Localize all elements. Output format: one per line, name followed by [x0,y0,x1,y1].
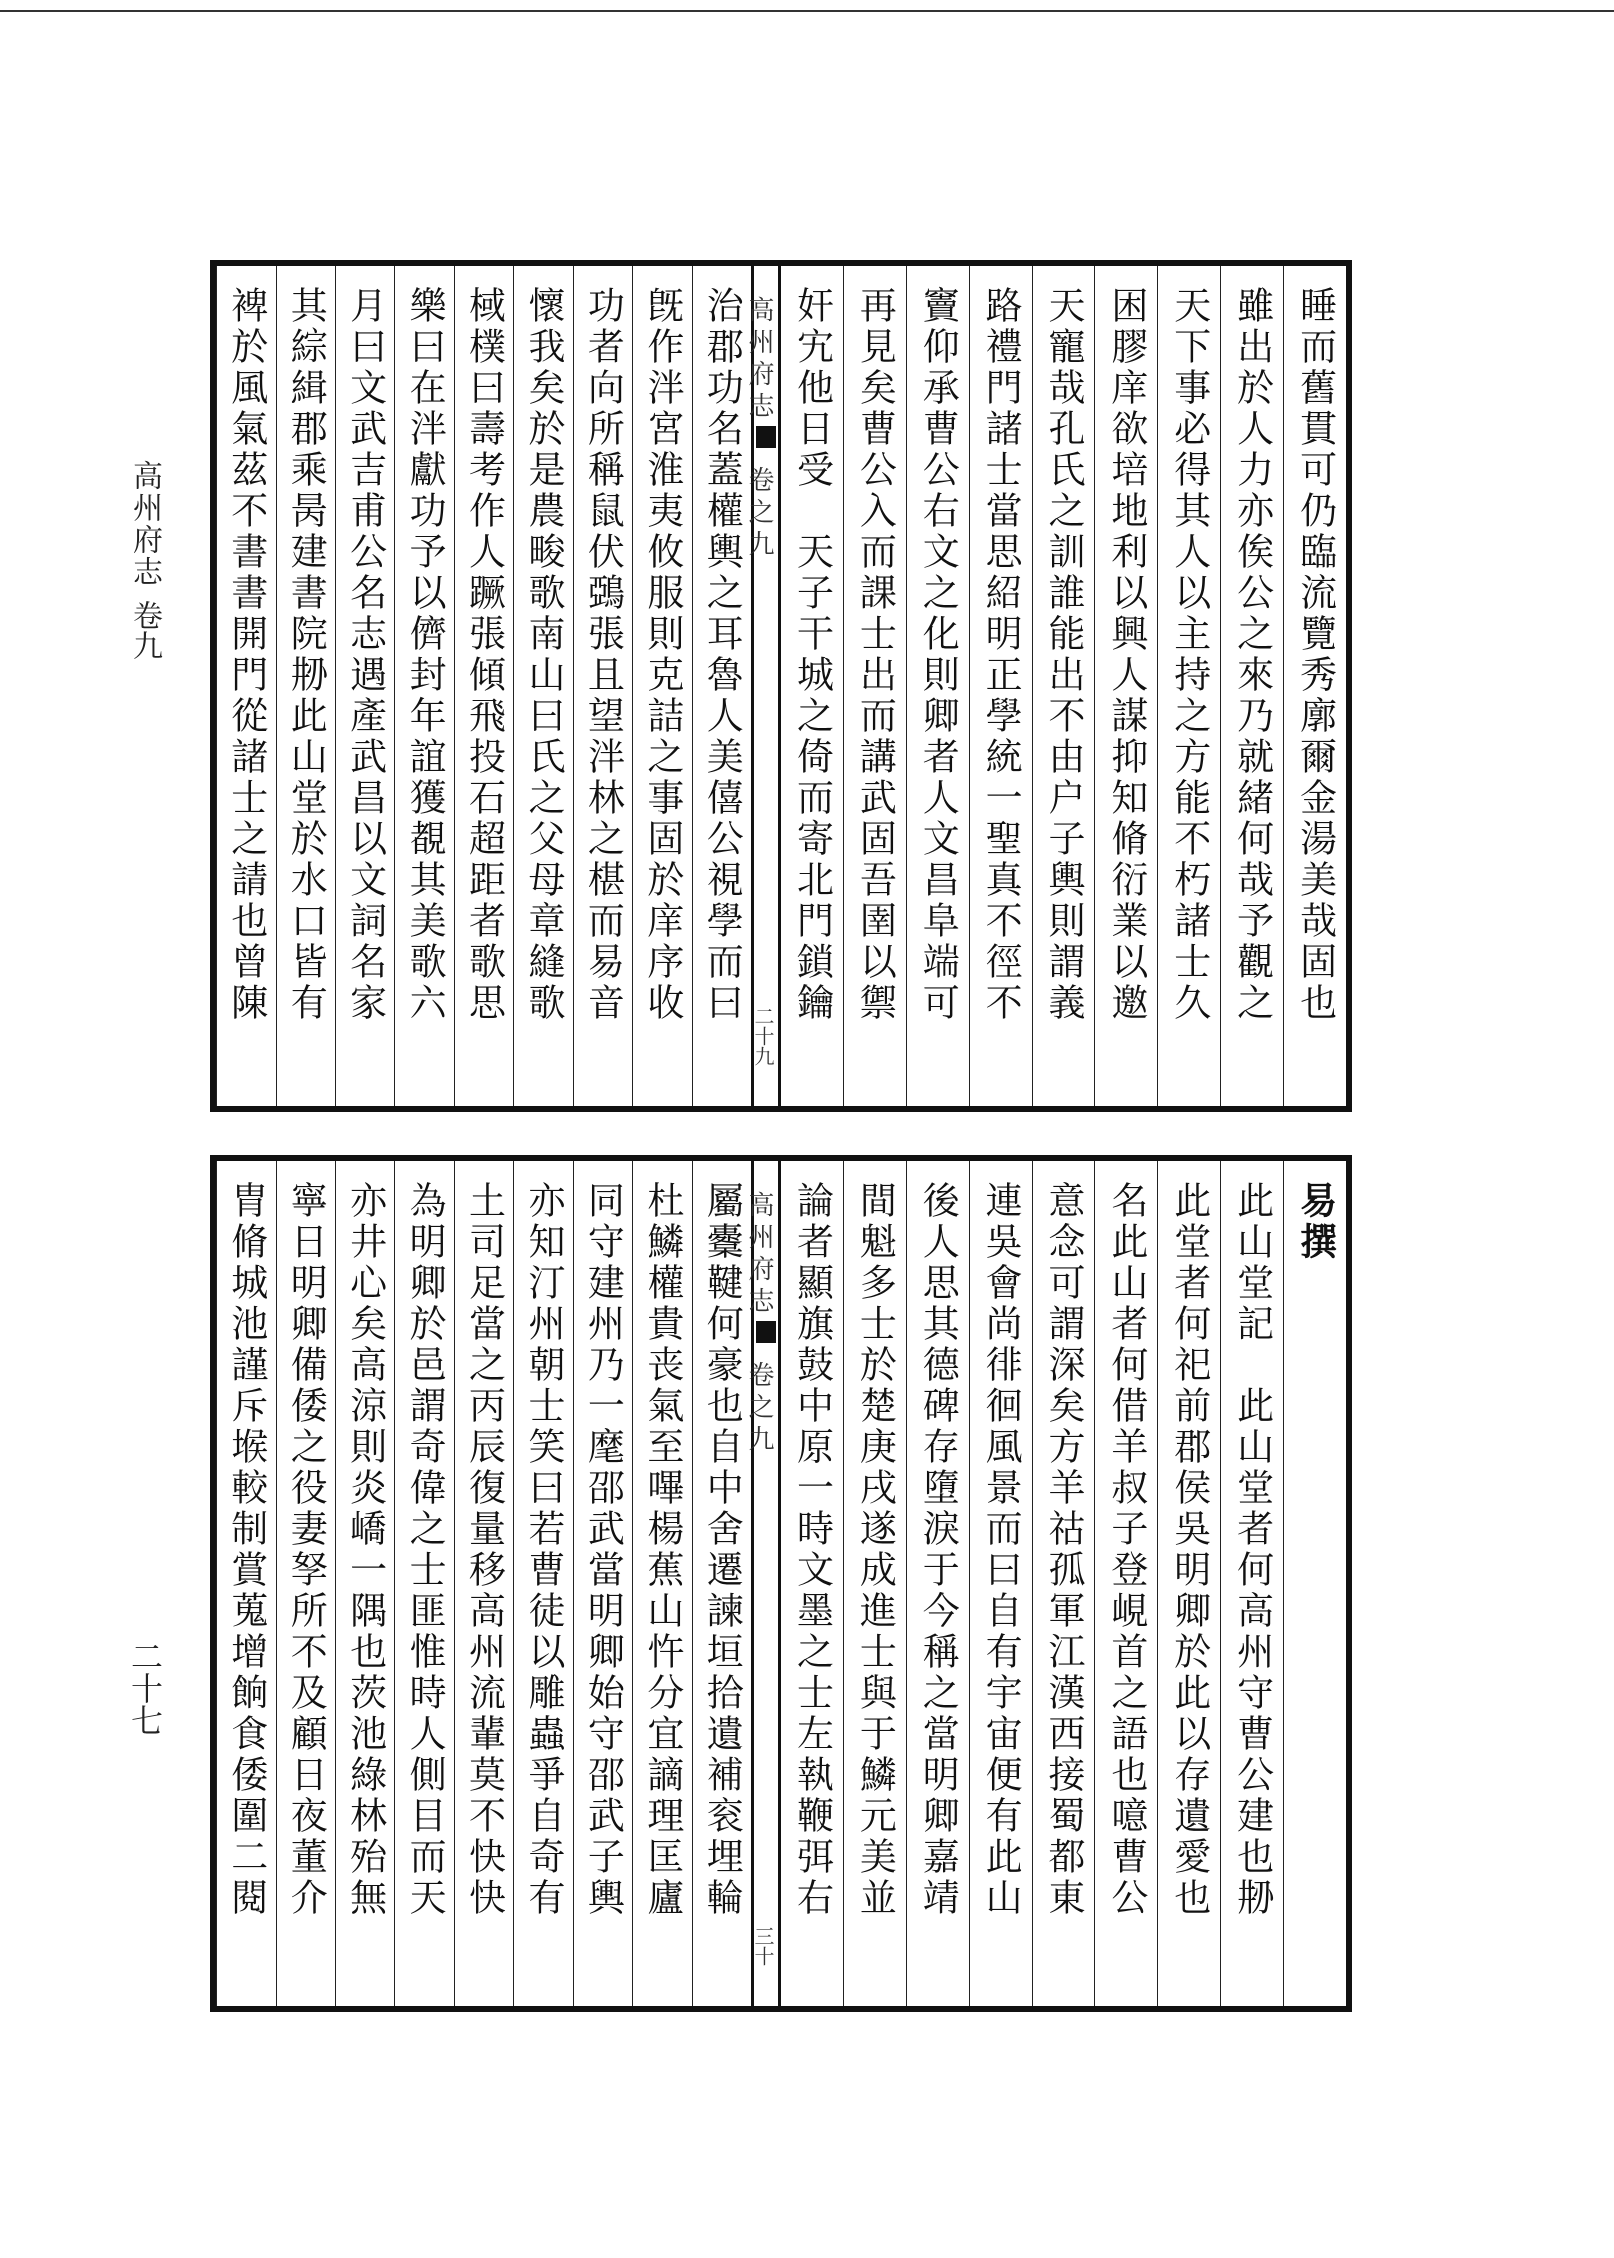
top-text-block [210,260,1352,1112]
text-column: 睡而舊貫可仍臨流覽秀廓爾金湯美哉固也 [1283,266,1346,1106]
text-column: 再見矣曹公入而課士出而講武固吾圉以禦 [843,266,906,1106]
text-column: 此堂者何祀前郡侯吳明卿於此以存遺愛也 [1157,1161,1220,2006]
top-left-half [216,266,751,1106]
text-column: 屬櫜鞬何豪也自中舍遷諫垣拾遺補衮埋輪 [692,1161,751,2006]
running-head-volume: 卷九 [127,600,162,660]
fold-leaf-number: 三十 [751,1926,775,1966]
text-column: 其綜緝郡乘昺建書院刱此山堂於水口皆有 [276,266,335,1106]
center-fold [744,266,781,1106]
running-head-page-number: 二十七 [126,1640,164,1736]
text-column: 功者向所稱鼠伏鵶張且望泮林之椹而易音 [573,266,632,1106]
text-column: 杜鱗權貴丧氣至嗶楊蕉山忤分宜謫理匡廬 [632,1161,691,2006]
text-column: 亦知汀州朝士笑曰若曹徒以雕蟲爭自奇有 [513,1161,572,2006]
text-column: 名此山者何借羊叔子登峴首之語也噫曹公 [1094,1161,1157,2006]
text-column: 為明卿於邑謂奇偉之士匪惟時人側目而天 [394,1161,453,2006]
text-column: 連吳會尚徘徊風景而曰自有宇宙便有此山 [969,1161,1032,2006]
fish-tail-mark-icon [756,426,776,448]
text-column: 困膠庠欲培地利以興人謀抑知脩衍業以邀 [1094,266,1157,1106]
fold-title: 高州府志 [744,296,774,424]
text-column: 此山堂記 此山堂者何高州守曹公建也刱 [1220,1161,1283,2006]
fold-volume: 卷之九 [744,466,774,562]
text-column: 間魁多士於楚庚戌遂成進士與于鱗元美並 [843,1161,906,2006]
fish-tail-mark-icon [756,1321,776,1343]
text-column: 天下事必得其人以主持之方能不朽諸士久 [1157,266,1220,1106]
text-column: 棫樸曰壽考作人蹶張傾飛投石超距者歌思 [454,266,513,1106]
text-column: 寧日明卿備倭之役妻孥所不及顧日夜董介 [276,1161,335,2006]
text-column: 胄脩城池謹斥堠較制賞蒐增餉食倭圍二閱 [216,1161,275,2006]
text-column: 意念可謂深矣方羊祜孤軍江漢西接蜀都東 [1032,1161,1095,2006]
text-column: 雖出於人力亦俟公之來乃就緒何哉予觀之 [1220,266,1283,1106]
text-column: 裨於風氣茲不書書開門從諸士之請也曾陳 [216,266,275,1106]
scan-edge-line [0,10,1614,12]
center-fold [744,1161,781,2006]
text-column: 樂曰在泮獻功予以儕封年誼獲覩其美歌六 [394,266,453,1106]
bottom-right-half [781,1161,1346,2006]
running-head-title: 高州府志 [127,460,162,588]
fold-leaf-number: 二十九 [751,1006,775,1066]
text-column: 旣作泮宮淮夷攸服則克詰之事固於庠序收 [632,266,691,1106]
top-right-half [781,266,1346,1106]
text-column: 後人思其德碑存墮淚于今稱之當明卿嘉靖 [906,1161,969,2006]
author-column: 易撰 [1283,1161,1346,2006]
text-column: 路禮門諸士當思紹明正學統一聖真不徑不 [969,266,1032,1106]
text-column: 論者顯旗鼓中原一時文墨之士左執鞭弭右 [790,1181,834,1919]
text-column: 同守建州乃一麾邵武當明卿始守邵武子輿 [573,1161,632,2006]
bottom-text-block [210,1155,1352,2012]
text-column: 竇仰承曹公右文之化則卿者人文昌阜端可 [906,266,969,1106]
fold-title: 高州府志 [744,1191,774,1319]
text-column: 亦井心矣高涼則炎嶠一隅也茨池綠林殆無 [335,1161,394,2006]
text-column: 奸宄他日受 天子干城之倚而寄北門鎖鑰 [790,286,834,1024]
text-column: 治郡功名蓋權輿之耳魯人美僖公視學而曰 [692,266,751,1106]
text-column: 天寵哉孔氏之訓誰能出不由户子輿則謂義 [1032,266,1095,1106]
bottom-left-half [216,1161,751,2006]
fold-volume: 卷之九 [744,1361,774,1457]
text-column: 土司足當之丙辰復量移高州流輩莫不快快 [454,1161,513,2006]
text-column: 懷我矣於是農畯歌南山曰氏之父母章縫歌 [513,266,572,1106]
text-column: 月曰文武吉甫公名志遇產武昌以文詞名家 [335,266,394,1106]
